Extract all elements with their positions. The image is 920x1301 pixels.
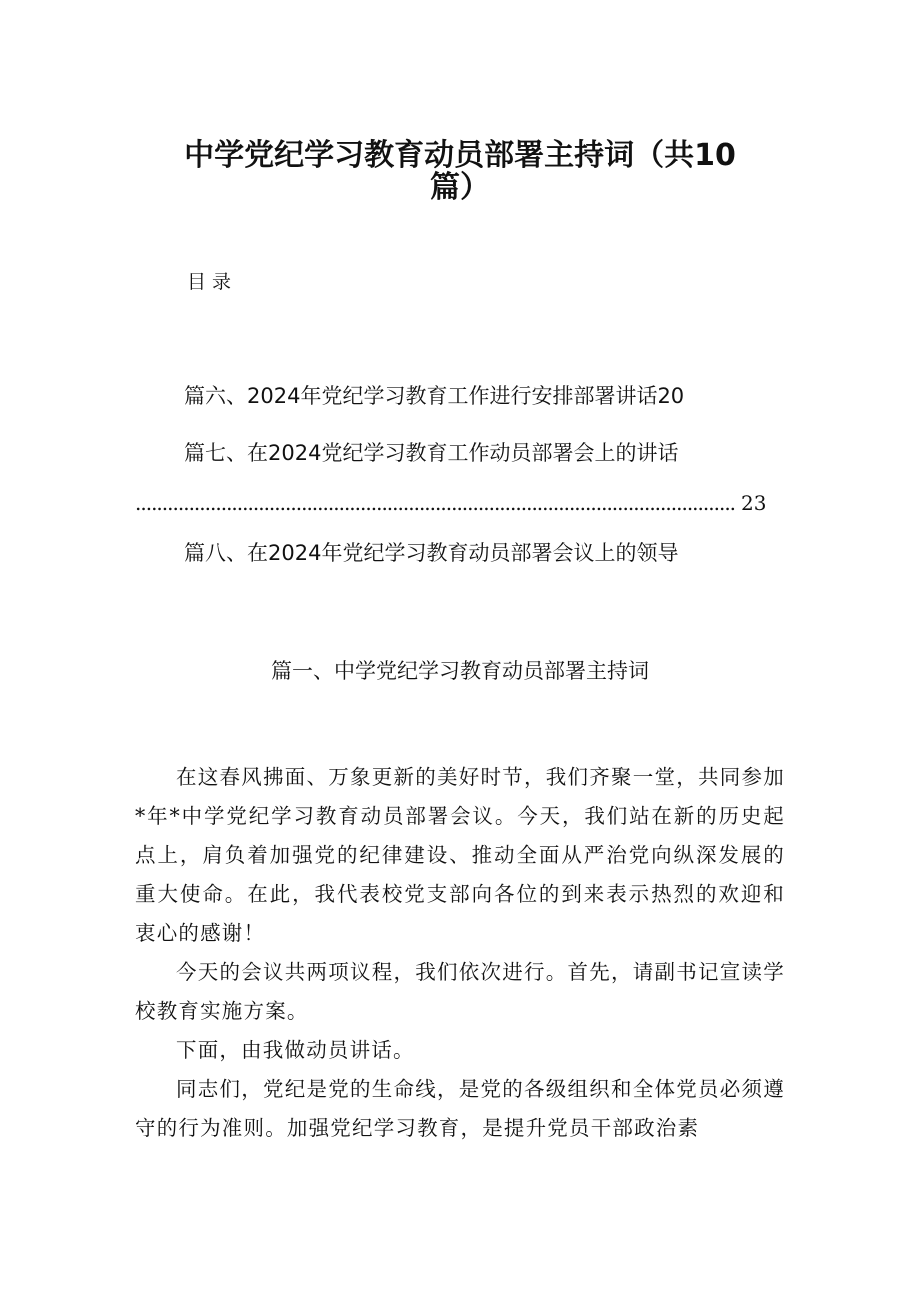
toc-heading: 目录 [187,271,238,293]
document-title-line-1: 中学党纪学习教育动员部署主持词（共10 [184,138,736,173]
toc-leader-line [135,488,775,518]
toc-entry-8[interactable]: 篇八、在2024年党纪学习教育动员部署会议上的领导 [184,541,679,565]
section-heading: 篇一、中学党纪学习教育动员部署主持词 [271,659,649,683]
body-paragraph: 同志们，党纪是党的生命线，是党的各级组织和全体党员必须遵守的行为准则。加强党纪学习教育，是提升党员干部政治素 [135,1077,785,1140]
toc-entry-6[interactable]: 篇六、2024年党纪学习教育工作进行安排部署讲话20 [184,384,685,408]
section-body [135,758,785,1148]
document-title-line-2: 篇） [430,170,490,205]
body-paragraph: 今天的会议共两项议程，我们依次进行。首先，请副书记宣读学校教育实施方案。 [135,960,785,1023]
toc-page-number: 23 [741,491,767,515]
toc-entry-7[interactable]: 篇七、在2024党纪学习教育工作动员部署会上的讲话 [184,441,679,465]
body-paragraph: 在这春风拂面、万象更新的美好时节，我们齐聚一堂，共同参加*年*中学党纪学习教育动员部署会议。今天，我们站在新的历史起点上，肩负着加强党的纪律建设、推动全面从严治党向纵深发展的重大使命。在此，我代表校党支部向各位的到来表示热烈的欢迎和衷心的感谢！ [135,765,785,945]
toc-leader-dots: ................................................................................................................ [135,491,736,515]
body-paragraph: 下面，由我做动员讲话。 [176,1038,415,1062]
